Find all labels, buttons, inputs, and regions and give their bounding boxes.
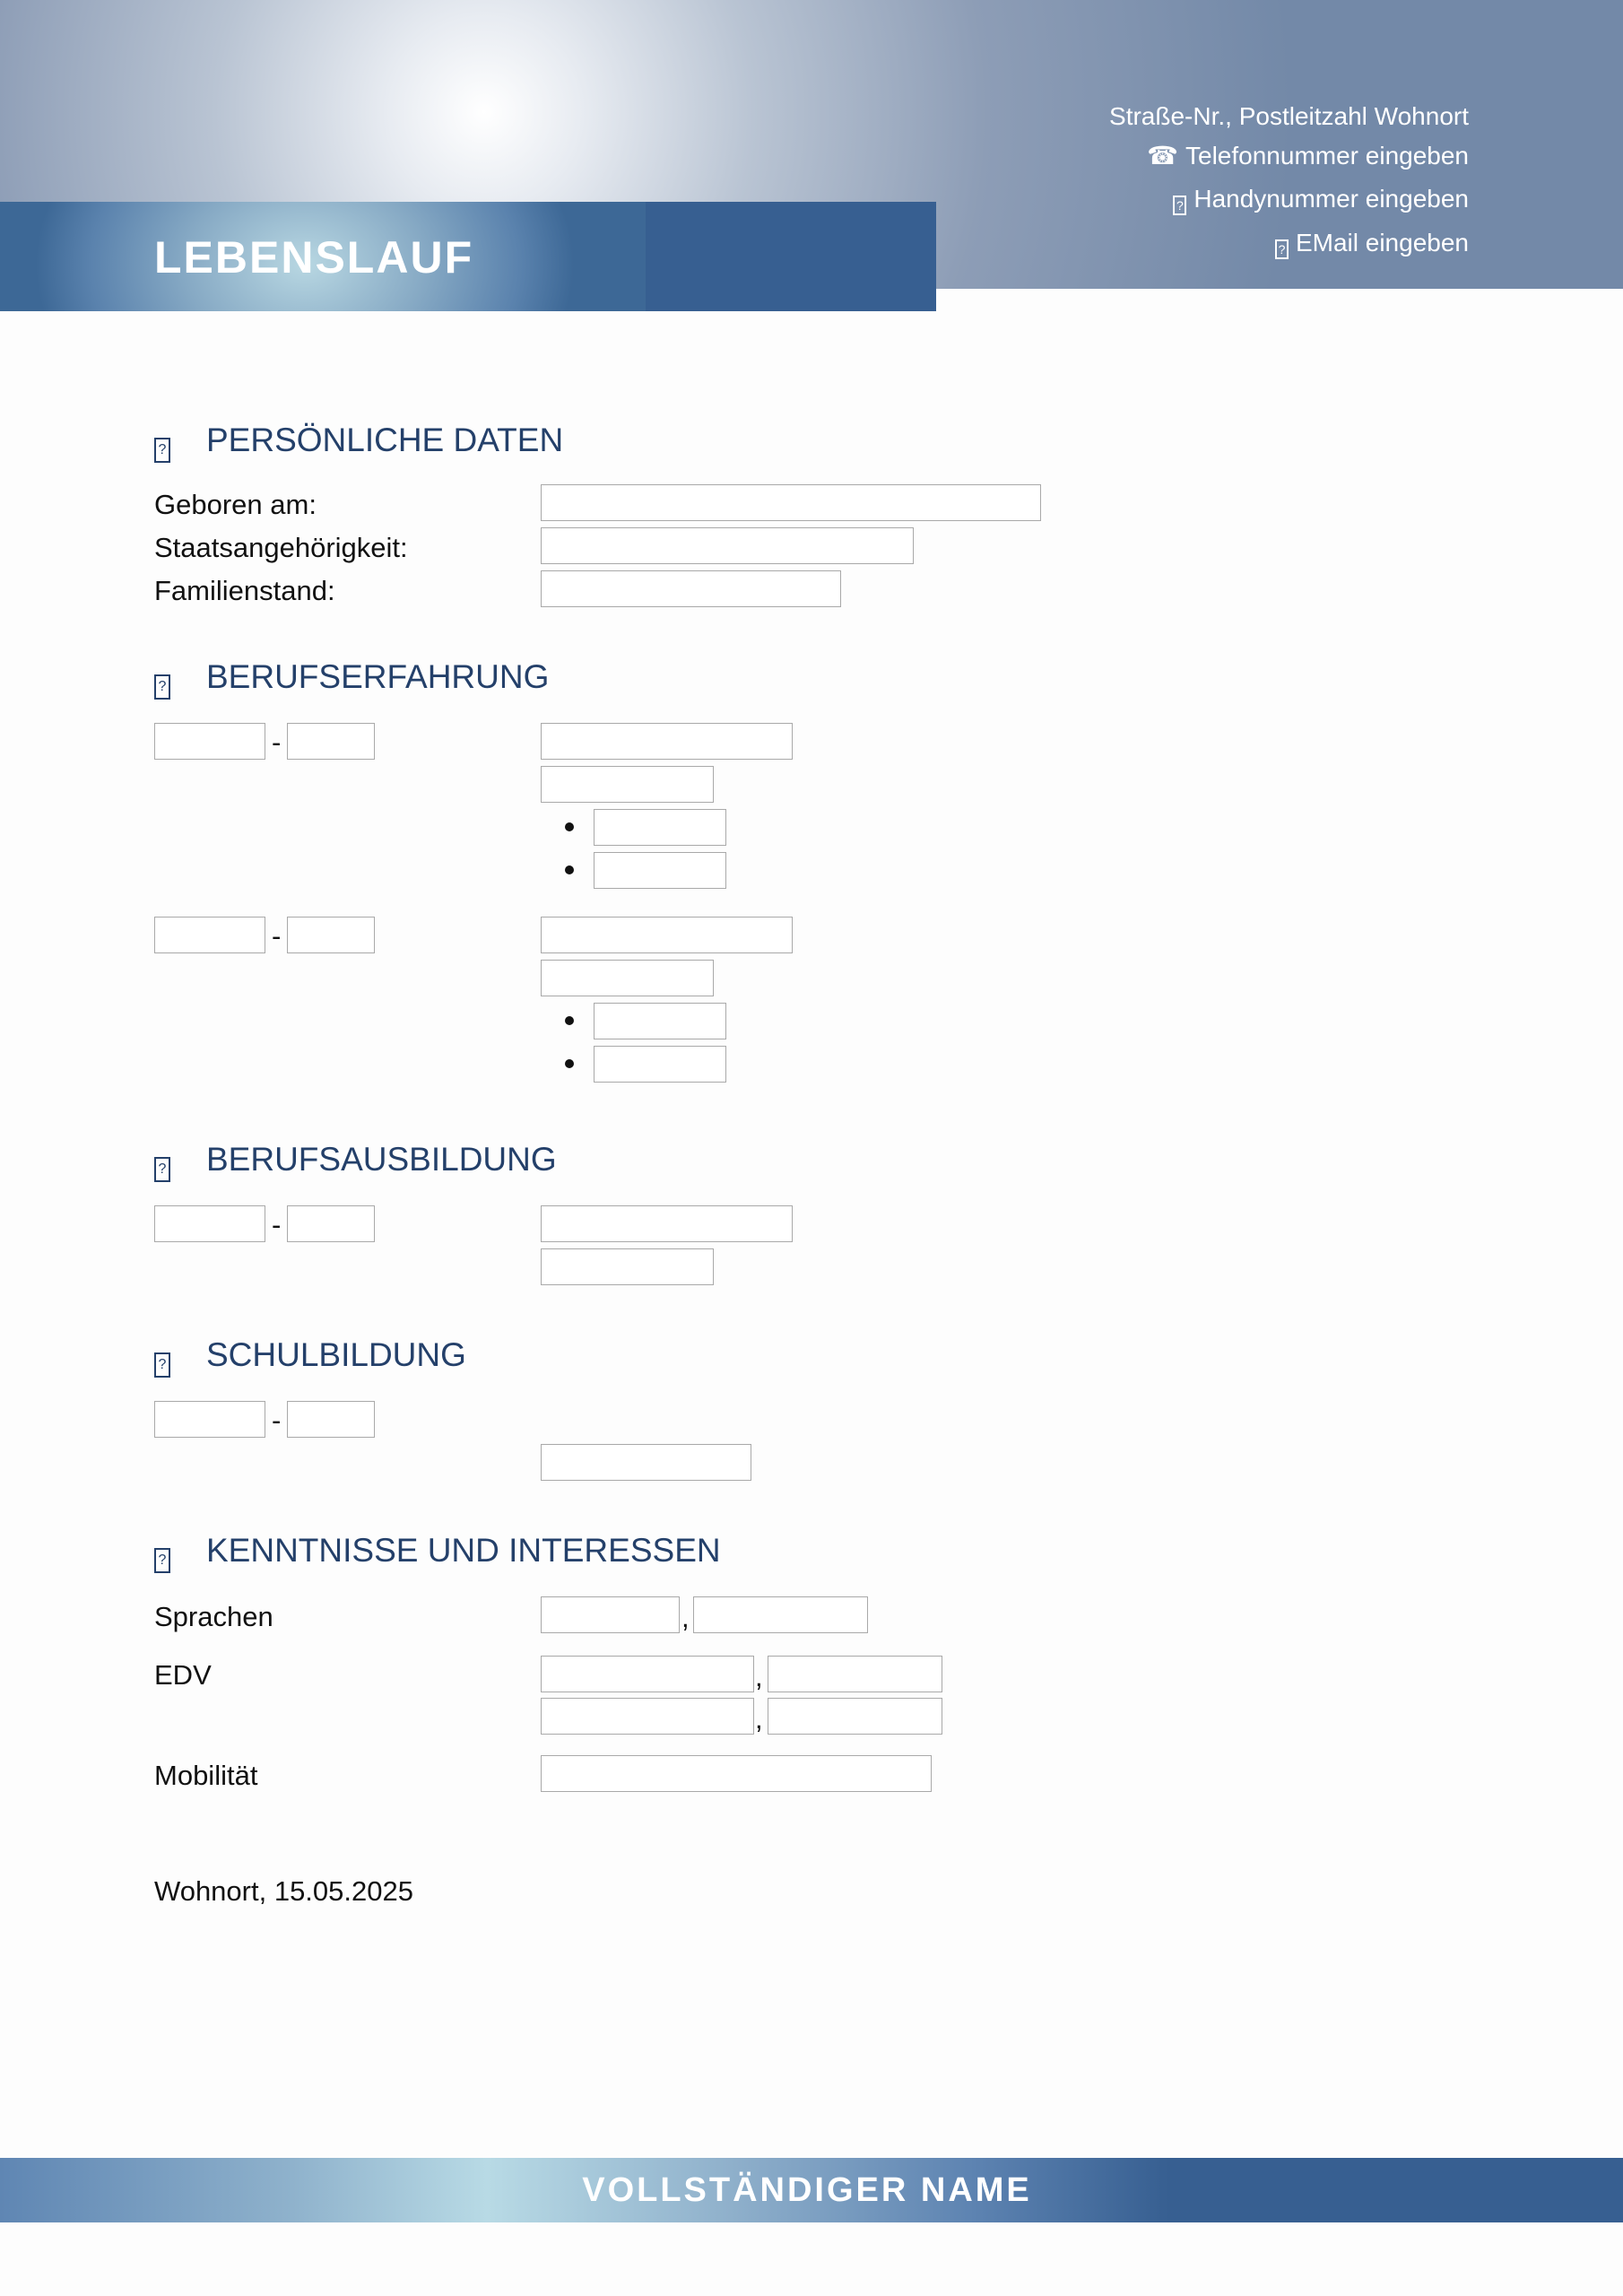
experience-2-start-date[interactable]	[154, 917, 265, 953]
bullet	[565, 1059, 574, 1068]
experience-1-end-date[interactable]	[287, 723, 375, 760]
label-nationality: Staatsangehörigkeit:	[154, 532, 408, 563]
experience-1-position-field[interactable]	[541, 723, 793, 760]
experience-2-task-2-field[interactable]	[594, 1046, 726, 1083]
label-languages: Sprachen	[154, 1601, 273, 1632]
section-title: PERSÖNLICHE DATEN	[206, 422, 564, 458]
experience-1-task-2-field[interactable]	[594, 852, 726, 889]
address-text: Straße-Nr., Postleitzahl Wohnort	[1109, 102, 1469, 130]
phone-icon: ☎	[1147, 142, 1179, 170]
section-title: KENNTNISSE UND INTERESSEN	[206, 1532, 721, 1569]
phone-text: Telefonnummer eingeben	[1185, 142, 1469, 170]
email-icon: ?	[1275, 239, 1289, 259]
date-separator: -	[272, 1405, 282, 1436]
briefcase-icon: ?	[154, 674, 170, 700]
experience-1-company-field[interactable]	[541, 766, 714, 803]
it-skill-2-field[interactable]	[768, 1656, 942, 1692]
label-mobility: Mobilität	[154, 1760, 258, 1791]
school-end-date[interactable]	[287, 1401, 375, 1438]
experience-2-company-field[interactable]	[541, 960, 714, 996]
section-title: SCHULBILDUNG	[206, 1336, 466, 1373]
training-start-date[interactable]	[154, 1205, 265, 1242]
full-name: VOLLSTÄNDIGER NAME	[582, 2171, 1032, 2209]
nationality-field[interactable]	[541, 527, 914, 564]
marital-status-field[interactable]	[541, 570, 841, 607]
language-2-field[interactable]	[693, 1596, 868, 1633]
section-heading-experience	[154, 658, 549, 700]
it-skill-3-field[interactable]	[541, 1698, 754, 1735]
mobility-field[interactable]	[541, 1755, 932, 1792]
date-separator: -	[272, 920, 282, 952]
date-separator: -	[272, 726, 282, 758]
bullet	[565, 865, 574, 874]
mobile-line	[1173, 185, 1469, 215]
training-title-field[interactable]	[541, 1205, 793, 1242]
school-start-date[interactable]	[154, 1401, 265, 1438]
place-and-date: Wohnort, 15.05.2025	[154, 1875, 413, 1907]
label-birthdate: Geboren am:	[154, 489, 317, 520]
experience-1-start-date[interactable]	[154, 723, 265, 760]
experience-2-task-1-field[interactable]	[594, 1003, 726, 1039]
section-heading-personal	[154, 422, 563, 463]
address-line	[1109, 102, 1469, 131]
language-1-field[interactable]	[541, 1596, 680, 1633]
mobile-text: Handynummer eingeben	[1193, 185, 1469, 213]
section-heading-school	[154, 1336, 466, 1378]
bullet	[565, 1016, 574, 1025]
section-title: BERUFSERFAHRUNG	[206, 658, 550, 695]
section-title: BERUFSAUSBILDUNG	[206, 1141, 557, 1178]
section-heading-training	[154, 1141, 557, 1182]
experience-2-position-field[interactable]	[541, 917, 793, 953]
mobile-phone-icon: ?	[1173, 196, 1186, 215]
separator-comma: ,	[681, 1602, 690, 1633]
person-icon: ?	[154, 438, 170, 463]
document-title: LEBENSLAUF	[154, 232, 474, 283]
separator-comma: ,	[755, 1703, 763, 1735]
bullet	[565, 822, 574, 831]
email-text: EMail eingeben	[1295, 229, 1469, 257]
separator-comma: ,	[755, 1661, 763, 1692]
it-skill-1-field[interactable]	[541, 1656, 754, 1692]
phone-line	[1147, 141, 1469, 170]
birthdate-field[interactable]	[541, 484, 1041, 521]
email-line	[1275, 229, 1469, 259]
date-separator: -	[272, 1209, 282, 1240]
label-it-skills: EDV	[154, 1659, 212, 1691]
experience-1-task-1-field[interactable]	[594, 809, 726, 846]
certificate-icon: ?	[154, 1157, 170, 1182]
section-heading-skills	[154, 1532, 721, 1573]
training-end-date[interactable]	[287, 1205, 375, 1242]
experience-2-end-date[interactable]	[287, 917, 375, 953]
training-institution-field[interactable]	[541, 1248, 714, 1285]
puzzle-icon: ?	[154, 1548, 170, 1573]
label-marital-status: Familienstand:	[154, 575, 335, 606]
school-name-field[interactable]	[541, 1444, 751, 1481]
school-icon: ?	[154, 1352, 170, 1378]
it-skill-4-field[interactable]	[768, 1698, 942, 1735]
